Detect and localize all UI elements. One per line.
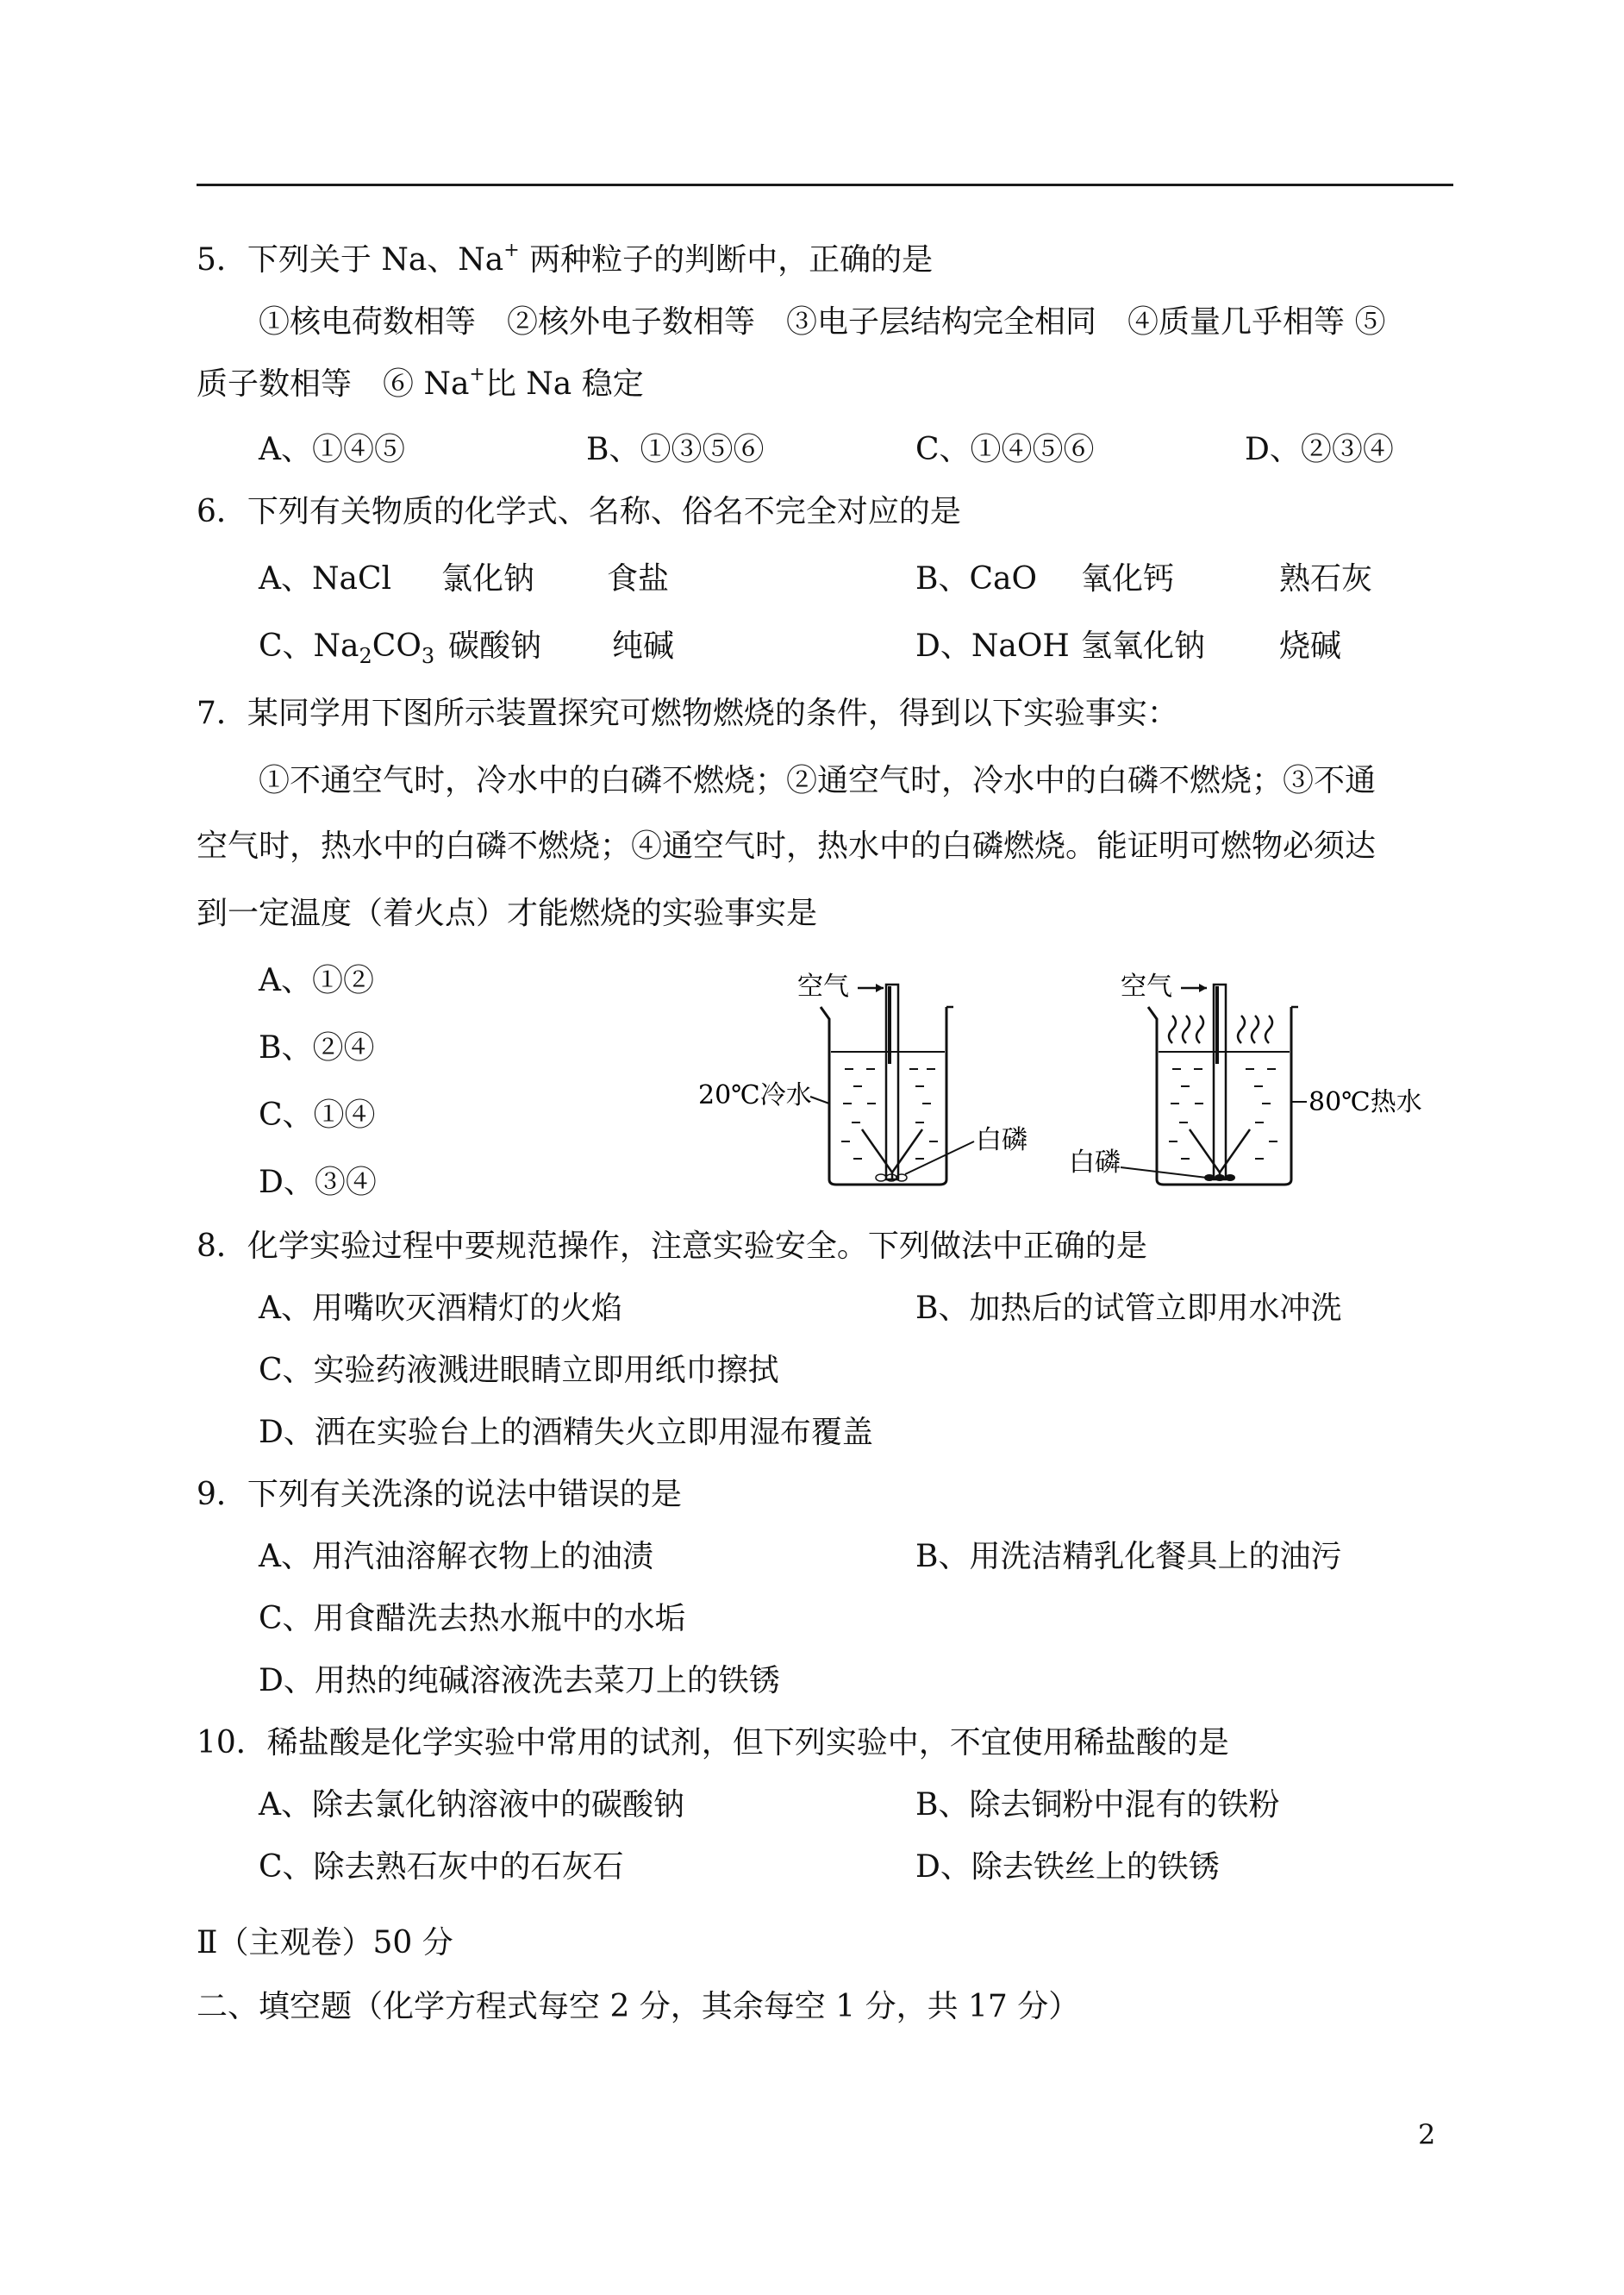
left-beaker-outline [821, 1007, 946, 1185]
q7-option-b: B、②④ [259, 1030, 375, 1066]
q6-option-a-common: 食盐 [607, 561, 670, 597]
q7-option-c: C、①④ [259, 1097, 376, 1133]
q7-body-line2: 空气时，热水中的白磷不燃烧；④通空气时，热水中的白磷燃烧。能证明可燃物必须达 [197, 829, 1377, 864]
q10-option-c: C、除去熟石灰中的石灰石 [259, 1849, 624, 1885]
q9-stem: 9．下列有关洗涤的说法中错误的是 [197, 1477, 682, 1512]
q5-body-line1: ①核电荷数相等 ②核外电子数相等 ③电子层结构完全相同 ④质量几乎相等 ⑤ [259, 304, 1386, 340]
q7-body-line1: ①不通空气时，冷水中的白磷不燃烧；②通空气时，冷水中的白磷不燃烧；③不通 [259, 763, 1377, 798]
q9-option-a: A、用汽油溶解衣物上的油渍 [259, 1539, 653, 1574]
q6-option-a-name: 氯化钠 [441, 561, 535, 597]
page-number: 2 [1418, 2118, 1436, 2151]
q6-option-b-common: 熟石灰 [1279, 561, 1373, 597]
q6-option-c-common: 纯碱 [612, 628, 675, 664]
q5-option-a: A、①④⑤ [259, 432, 405, 467]
q6-option-d-formula: D、NaOH [915, 628, 1070, 664]
q6-option-b-name: 氧化钙 [1081, 561, 1175, 597]
right-water-label: 80℃热水 [1309, 1087, 1422, 1117]
q6-option-d-common: 烧碱 [1279, 628, 1342, 664]
q7-option-d: D、③④ [259, 1165, 377, 1200]
q9-option-c: C、用食醋洗去热水瓶中的水垢 [259, 1601, 686, 1636]
q9-option-b: B、用洗洁精乳化餐具上的油污 [915, 1539, 1342, 1574]
q8-option-b: B、加热后的试管立即用水冲洗 [915, 1291, 1342, 1326]
q5-stem: 5．下列关于 Na、Na+ 两种粒子的判断中，正确的是 [197, 240, 934, 278]
right-phosphorus-label: 白磷 [1069, 1148, 1121, 1178]
q7-stem: 7．某同学用下图所示装置探究可燃物燃烧的条件，得到以下实验事实： [197, 696, 1178, 731]
q6-option-c-name: 碳酸钠 [448, 628, 542, 664]
q8-stem: 8．化学实验过程中要规范操作，注意实验安全。下列做法中正确的是 [197, 1229, 1147, 1264]
q5-option-b: B、①③⑤⑥ [586, 432, 765, 467]
q10-stem: 10．稀盐酸是化学实验中常用的试剂，但下列实验中，不宜使用稀盐酸的是 [197, 1725, 1229, 1760]
q10-option-a: A、除去氯化钠溶液中的碳酸钠 [259, 1787, 684, 1823]
q7-apparatus-figure [690, 957, 1465, 1216]
q8-option-a: A、用嘴吹灭酒精灯的火焰 [259, 1291, 622, 1326]
q7-option-a: A、①② [259, 963, 374, 998]
hot-water-beaker [1069, 972, 1422, 1185]
left-air-label: 空气 [797, 972, 849, 1002]
left-phosphorus-label: 白磷 [976, 1125, 1027, 1155]
q6-option-c-formula: C、$Na_2CO_3$ [259, 628, 435, 668]
q6-option-a-formula: A、NaCl [259, 561, 392, 597]
header-rule [197, 184, 1453, 186]
section-heading: Ⅱ（主观卷）50 分 [197, 1925, 453, 1960]
q10-option-b: B、除去铜粉中混有的铁粉 [915, 1787, 1280, 1823]
q8-option-c: C、实验药液溅进眼睛立即用纸巾擦拭 [259, 1353, 779, 1388]
q6-stem: 6．下列有关物质的化学式、名称、俗名不完全对应的是 [197, 494, 961, 529]
q7-body-line3: 到一定温度（着火点）才能燃烧的实验事实是 [197, 896, 818, 931]
q5-body-line2: 质子数相等 ⑥ Na+比 Na 稳定 [197, 364, 644, 402]
right-air-label: 空气 [1121, 972, 1172, 1002]
fill-blank-heading: 二、填空题（化学方程式每空 2 分，其余每空 1 分，共 17 分） [197, 1989, 1080, 2024]
q9-option-d: D、用热的纯碱溶液洗去菜刀上的铁锈 [259, 1663, 780, 1698]
cold-water-beaker [698, 972, 1027, 1185]
q5-option-c: C、①④⑤⑥ [915, 432, 1095, 467]
q10-option-d: D、除去铁丝上的铁锈 [915, 1849, 1220, 1885]
q6-option-d-name: 氢氧化钠 [1081, 628, 1206, 664]
q5-option-d: D、②③④ [1245, 432, 1394, 467]
left-water-label: 20℃冷水 [698, 1080, 812, 1110]
q8-option-d: D、洒在实验台上的酒精失火立即用湿布覆盖 [259, 1415, 873, 1450]
q6-option-b-formula: B、CaO [915, 561, 1037, 597]
